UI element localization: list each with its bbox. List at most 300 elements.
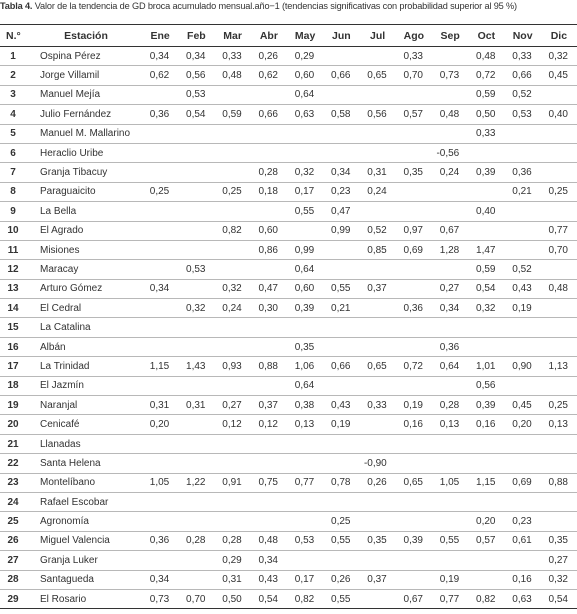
- trend-value-cell: 0,62: [251, 66, 287, 85]
- trend-value-cell: [142, 260, 178, 279]
- station-name: Misiones: [30, 240, 142, 259]
- trend-value-cell: [251, 512, 287, 531]
- station-name: Rafael Escobar: [30, 492, 142, 511]
- trend-value-cell: [287, 512, 323, 531]
- trend-value-cell: 1,15: [142, 357, 178, 376]
- trend-value-cell: 0,33: [505, 47, 541, 66]
- col-header-jul: Jul: [360, 25, 396, 47]
- trend-value-cell: 0,72: [468, 66, 504, 85]
- trend-value-cell: [287, 551, 323, 570]
- trend-value-cell: [360, 299, 396, 318]
- trend-value-cell: 0,26: [360, 473, 396, 492]
- trend-value-cell: [323, 124, 359, 143]
- trend-value-cell: [505, 454, 541, 473]
- trend-value-cell: 0,32: [215, 279, 251, 298]
- trend-value-cell: [178, 512, 214, 531]
- trend-value-cell: [142, 202, 178, 221]
- trend-value-cell: 0,53: [505, 105, 541, 124]
- trend-value-cell: [541, 163, 577, 182]
- trend-value-cell: [360, 512, 396, 531]
- trend-value-cell: 0,52: [505, 85, 541, 104]
- station-name: Manuel M. Mallarino: [30, 124, 142, 143]
- trend-value-cell: [541, 492, 577, 511]
- trend-value-cell: 0,24: [215, 299, 251, 318]
- trend-value-cell: [178, 318, 214, 337]
- trend-value-cell: 0,90: [505, 357, 541, 376]
- trend-value-cell: [178, 454, 214, 473]
- trend-value-cell: 0,34: [432, 299, 468, 318]
- caption-text: Valor de la tendencia de GD broca acumulado mensual.año−1 (tendencias significativas con probabilidad superior al 95 %): [32, 1, 517, 11]
- trend-value-cell: [396, 337, 432, 356]
- trend-value-cell: 0,20: [505, 415, 541, 434]
- trend-value-cell: [142, 512, 178, 531]
- trend-value-cell: [251, 454, 287, 473]
- table-row: [0, 473, 577, 492]
- trend-value-cell: 0,53: [178, 85, 214, 104]
- trend-value-cell: [251, 318, 287, 337]
- station-name: Miguel Valencia: [30, 531, 142, 550]
- row-number: 25: [0, 512, 30, 531]
- trend-value-cell: 0,13: [541, 415, 577, 434]
- trend-value-cell: 0,36: [142, 531, 178, 550]
- station-name: La Trinidad: [30, 357, 142, 376]
- trend-value-cell: 0,20: [142, 415, 178, 434]
- trend-value-cell: 0,16: [505, 570, 541, 589]
- trend-value-cell: [468, 570, 504, 589]
- trend-value-cell: [142, 85, 178, 104]
- trend-value-cell: [287, 492, 323, 511]
- trend-value-cell: [396, 143, 432, 162]
- trend-value-cell: [396, 202, 432, 221]
- trend-value-cell: 0,54: [541, 589, 577, 608]
- trend-value-cell: [287, 143, 323, 162]
- trend-value-cell: [432, 376, 468, 395]
- trend-value-cell: 0,77: [432, 589, 468, 608]
- trend-value-cell: 0,33: [215, 47, 251, 66]
- trend-table: [0, 24, 577, 609]
- trend-value-cell: [468, 492, 504, 511]
- trend-value-cell: [396, 570, 432, 589]
- trend-value-cell: [360, 260, 396, 279]
- trend-value-cell: [468, 454, 504, 473]
- trend-value-cell: [323, 376, 359, 395]
- trend-value-cell: [178, 570, 214, 589]
- trend-value-cell: [178, 415, 214, 434]
- trend-value-cell: [287, 124, 323, 143]
- trend-value-cell: [505, 337, 541, 356]
- trend-value-cell: [251, 143, 287, 162]
- trend-value-cell: [215, 434, 251, 453]
- trend-value-cell: [215, 124, 251, 143]
- trend-value-cell: 0,43: [323, 396, 359, 415]
- trend-value-cell: 0,31: [142, 396, 178, 415]
- station-name: El Rosario: [30, 589, 142, 608]
- trend-value-cell: [505, 434, 541, 453]
- col-header-jan: Ene: [142, 25, 178, 47]
- trend-value-cell: [432, 47, 468, 66]
- col-header-mar: Mar: [215, 25, 251, 47]
- table-row: [0, 454, 577, 473]
- trend-value-cell: [323, 240, 359, 259]
- trend-value-cell: 0,19: [396, 396, 432, 415]
- station-name: Maracay: [30, 260, 142, 279]
- trend-value-cell: 0,39: [468, 163, 504, 182]
- trend-value-cell: 0,63: [287, 105, 323, 124]
- trend-value-cell: 0,35: [396, 163, 432, 182]
- trend-value-cell: [541, 434, 577, 453]
- trend-value-cell: 1,01: [468, 357, 504, 376]
- trend-value-cell: 0,66: [323, 66, 359, 85]
- trend-value-cell: [251, 260, 287, 279]
- station-name: La Catalina: [30, 318, 142, 337]
- station-name: Llanadas: [30, 434, 142, 453]
- trend-value-cell: [541, 318, 577, 337]
- trend-value-cell: [541, 202, 577, 221]
- trend-value-cell: 0,60: [287, 66, 323, 85]
- table-row: [0, 240, 577, 259]
- trend-value-cell: [360, 124, 396, 143]
- trend-value-cell: [541, 260, 577, 279]
- trend-value-cell: 0,47: [323, 202, 359, 221]
- trend-value-cell: [323, 337, 359, 356]
- trend-value-cell: [468, 318, 504, 337]
- trend-value-cell: 0,55: [323, 531, 359, 550]
- trend-value-cell: 0,57: [396, 105, 432, 124]
- trend-value-cell: 0,27: [215, 396, 251, 415]
- row-number: 14: [0, 299, 30, 318]
- row-number: 8: [0, 182, 30, 201]
- table-row: [0, 260, 577, 279]
- row-number: 15: [0, 318, 30, 337]
- trend-value-cell: 0,32: [541, 570, 577, 589]
- trend-value-cell: [251, 492, 287, 511]
- trend-value-cell: [323, 143, 359, 162]
- row-number: 2: [0, 66, 30, 85]
- trend-value-cell: [215, 163, 251, 182]
- trend-value-cell: [396, 85, 432, 104]
- trend-value-cell: 0,65: [360, 357, 396, 376]
- row-number: 9: [0, 202, 30, 221]
- row-number: 12: [0, 260, 30, 279]
- trend-value-cell: [432, 124, 468, 143]
- table-row: [0, 531, 577, 550]
- trend-value-cell: 0,28: [251, 163, 287, 182]
- trend-value-cell: [396, 551, 432, 570]
- station-name: Agronomía: [30, 512, 142, 531]
- row-number: 29: [0, 589, 30, 608]
- trend-value-cell: [505, 240, 541, 259]
- table-row: [0, 66, 577, 85]
- trend-value-cell: [178, 124, 214, 143]
- trend-value-cell: [396, 182, 432, 201]
- table-row: [0, 182, 577, 201]
- trend-value-cell: 0,40: [468, 202, 504, 221]
- table-row: [0, 202, 577, 221]
- trend-value-cell: [251, 376, 287, 395]
- station-name: La Bella: [30, 202, 142, 221]
- col-header-jun: Jun: [323, 25, 359, 47]
- trend-value-cell: 0,66: [323, 357, 359, 376]
- trend-value-cell: [178, 492, 214, 511]
- trend-value-cell: 0,13: [432, 415, 468, 434]
- trend-value-cell: [505, 551, 541, 570]
- table-row: [0, 337, 577, 356]
- trend-value-cell: 0,55: [432, 531, 468, 550]
- caption-label: Tabla 4.: [0, 1, 33, 11]
- trend-value-cell: [142, 299, 178, 318]
- trend-value-cell: [178, 202, 214, 221]
- trend-value-cell: 1,06: [287, 357, 323, 376]
- trend-value-cell: [323, 454, 359, 473]
- trend-value-cell: 1,43: [178, 357, 214, 376]
- trend-value-cell: 1,15: [468, 473, 504, 492]
- trend-value-cell: 0,27: [541, 551, 577, 570]
- trend-value-cell: [468, 221, 504, 240]
- trend-value-cell: 0,25: [142, 182, 178, 201]
- trend-value-cell: [360, 434, 396, 453]
- row-number: 5: [0, 124, 30, 143]
- table-row: [0, 47, 577, 66]
- trend-value-cell: [142, 240, 178, 259]
- trend-value-cell: [323, 85, 359, 104]
- trend-value-cell: 0,32: [178, 299, 214, 318]
- trend-value-cell: 0,31: [178, 396, 214, 415]
- table-row: [0, 279, 577, 298]
- table-row: [0, 143, 577, 162]
- trend-value-cell: [541, 124, 577, 143]
- trend-value-cell: [215, 318, 251, 337]
- trend-value-cell: 0,78: [323, 473, 359, 492]
- trend-value-cell: 0,30: [251, 299, 287, 318]
- station-name: Santa Helena: [30, 454, 142, 473]
- trend-value-cell: 0,17: [287, 570, 323, 589]
- col-header-may: May: [287, 25, 323, 47]
- trend-value-cell: [251, 434, 287, 453]
- row-number: 7: [0, 163, 30, 182]
- trend-value-cell: [251, 124, 287, 143]
- col-header-number: N.°: [0, 25, 30, 47]
- trend-value-cell: 0,45: [505, 396, 541, 415]
- trend-value-cell: 0,33: [468, 124, 504, 143]
- col-header-oct: Oct: [468, 25, 504, 47]
- trend-value-cell: [505, 124, 541, 143]
- trend-value-cell: 1,05: [432, 473, 468, 492]
- table-row: [0, 357, 577, 376]
- trend-value-cell: [142, 376, 178, 395]
- trend-value-cell: 0,37: [360, 570, 396, 589]
- trend-value-cell: 0,67: [432, 221, 468, 240]
- trend-value-cell: [468, 143, 504, 162]
- trend-value-cell: 0,63: [505, 589, 541, 608]
- trend-value-cell: 0,23: [505, 512, 541, 531]
- trend-value-cell: 0,56: [468, 376, 504, 395]
- trend-value-cell: 1,22: [178, 473, 214, 492]
- trend-value-cell: 0,47: [251, 279, 287, 298]
- trend-value-cell: [287, 318, 323, 337]
- trend-value-cell: 0,72: [396, 357, 432, 376]
- trend-value-cell: [396, 512, 432, 531]
- row-number: 24: [0, 492, 30, 511]
- trend-value-cell: [178, 551, 214, 570]
- trend-value-cell: 0,37: [360, 279, 396, 298]
- trend-value-cell: [432, 492, 468, 511]
- table-row: [0, 589, 577, 608]
- trend-value-cell: 0,32: [468, 299, 504, 318]
- station-name: Julio Fernández: [30, 105, 142, 124]
- station-name: Naranjal: [30, 396, 142, 415]
- trend-value-cell: [468, 337, 504, 356]
- table-row: [0, 415, 577, 434]
- trend-value-cell: [215, 512, 251, 531]
- trend-value-cell: 0,37: [251, 396, 287, 415]
- trend-value-cell: [541, 85, 577, 104]
- table-row: [0, 512, 577, 531]
- trend-value-cell: 0,54: [251, 589, 287, 608]
- trend-value-cell: [178, 376, 214, 395]
- trend-value-cell: 0,48: [215, 66, 251, 85]
- trend-value-cell: 0,45: [541, 66, 577, 85]
- trend-value-cell: [360, 143, 396, 162]
- col-header-sep: Sep: [432, 25, 468, 47]
- trend-value-cell: 0,48: [541, 279, 577, 298]
- trend-value-cell: 0,50: [215, 589, 251, 608]
- trend-value-cell: 0,70: [541, 240, 577, 259]
- trend-value-cell: 0,24: [432, 163, 468, 182]
- trend-value-cell: 0,33: [360, 396, 396, 415]
- trend-value-cell: [178, 143, 214, 162]
- trend-value-cell: [323, 318, 359, 337]
- trend-value-cell: [215, 260, 251, 279]
- trend-value-cell: 0,16: [396, 415, 432, 434]
- trend-value-cell: 0,69: [505, 473, 541, 492]
- trend-value-cell: [287, 454, 323, 473]
- trend-value-cell: 0,56: [360, 105, 396, 124]
- station-name: Jorge Villamil: [30, 66, 142, 85]
- trend-value-cell: 0,91: [215, 473, 251, 492]
- trend-value-cell: [142, 492, 178, 511]
- trend-value-cell: 0,73: [432, 66, 468, 85]
- row-number: 21: [0, 434, 30, 453]
- trend-value-cell: [541, 454, 577, 473]
- trend-value-cell: [468, 434, 504, 453]
- trend-value-cell: 0,28: [215, 531, 251, 550]
- trend-value-cell: [432, 260, 468, 279]
- trend-value-cell: [505, 318, 541, 337]
- trend-value-cell: 0,56: [178, 66, 214, 85]
- trend-value-cell: [215, 143, 251, 162]
- trend-value-cell: [432, 551, 468, 570]
- trend-value-cell: [178, 240, 214, 259]
- trend-value-cell: 0,16: [468, 415, 504, 434]
- trend-value-cell: [323, 551, 359, 570]
- trend-value-cell: [142, 318, 178, 337]
- trend-value-cell: [215, 202, 251, 221]
- row-number: 4: [0, 105, 30, 124]
- table-row: [0, 570, 577, 589]
- trend-value-cell: [142, 551, 178, 570]
- trend-value-cell: 0,52: [505, 260, 541, 279]
- header-row: [0, 25, 577, 47]
- trend-value-cell: 0,86: [251, 240, 287, 259]
- table-row: [0, 492, 577, 511]
- trend-value-cell: 0,70: [178, 589, 214, 608]
- trend-value-cell: [142, 124, 178, 143]
- trend-value-cell: [215, 454, 251, 473]
- trend-value-cell: [432, 454, 468, 473]
- row-number: 22: [0, 454, 30, 473]
- trend-value-cell: 0,66: [251, 105, 287, 124]
- trend-value-cell: 0,31: [360, 163, 396, 182]
- trend-value-cell: [541, 376, 577, 395]
- trend-value-cell: 0,64: [432, 357, 468, 376]
- trend-value-cell: 0,55: [287, 202, 323, 221]
- trend-value-cell: [360, 376, 396, 395]
- trend-value-cell: 0,24: [360, 182, 396, 201]
- trend-value-cell: 0,39: [287, 299, 323, 318]
- trend-value-cell: [323, 434, 359, 453]
- trend-value-cell: [360, 318, 396, 337]
- trend-value-cell: 0,54: [178, 105, 214, 124]
- trend-value-cell: 0,23: [323, 182, 359, 201]
- station-name: Ospina Pérez: [30, 47, 142, 66]
- trend-value-cell: [142, 163, 178, 182]
- trend-value-cell: [505, 143, 541, 162]
- trend-value-cell: [505, 202, 541, 221]
- trend-value-cell: 0,61: [505, 531, 541, 550]
- trend-value-cell: [468, 551, 504, 570]
- trend-value-cell: 0,99: [287, 240, 323, 259]
- trend-value-cell: 0,67: [396, 589, 432, 608]
- trend-value-cell: [215, 376, 251, 395]
- trend-value-cell: [142, 221, 178, 240]
- trend-value-cell: [178, 163, 214, 182]
- trend-value-cell: 0,82: [468, 589, 504, 608]
- trend-value-cell: 0,53: [178, 260, 214, 279]
- trend-value-cell: 0,21: [505, 182, 541, 201]
- trend-value-cell: 0,97: [396, 221, 432, 240]
- trend-value-cell: [178, 182, 214, 201]
- trend-value-cell: 0,65: [396, 473, 432, 492]
- table-row: [0, 396, 577, 415]
- trend-value-cell: 0,25: [215, 182, 251, 201]
- trend-value-cell: 0,34: [323, 163, 359, 182]
- station-name: Montelíbano: [30, 473, 142, 492]
- row-number: 26: [0, 531, 30, 550]
- col-header-feb: Feb: [178, 25, 214, 47]
- trend-value-cell: 0,70: [396, 66, 432, 85]
- trend-value-cell: 0,39: [468, 396, 504, 415]
- trend-value-cell: [360, 47, 396, 66]
- trend-value-cell: 0,34: [142, 47, 178, 66]
- trend-value-cell: 0,48: [468, 47, 504, 66]
- trend-value-cell: 0,34: [178, 47, 214, 66]
- trend-value-cell: 0,55: [323, 589, 359, 608]
- trend-value-cell: [178, 434, 214, 453]
- trend-value-cell: 0,65: [360, 66, 396, 85]
- station-name: Granja Luker: [30, 551, 142, 570]
- trend-value-cell: 0,73: [142, 589, 178, 608]
- trend-value-cell: 0,64: [287, 85, 323, 104]
- trend-value-cell: 0,43: [251, 570, 287, 589]
- station-name: El Jazmín: [30, 376, 142, 395]
- trend-value-cell: 0,38: [287, 396, 323, 415]
- row-number: 27: [0, 551, 30, 570]
- trend-value-cell: [215, 85, 251, 104]
- trend-value-cell: [360, 589, 396, 608]
- row-number: 20: [0, 415, 30, 434]
- trend-value-cell: 0,34: [142, 279, 178, 298]
- trend-value-cell: 0,21: [323, 299, 359, 318]
